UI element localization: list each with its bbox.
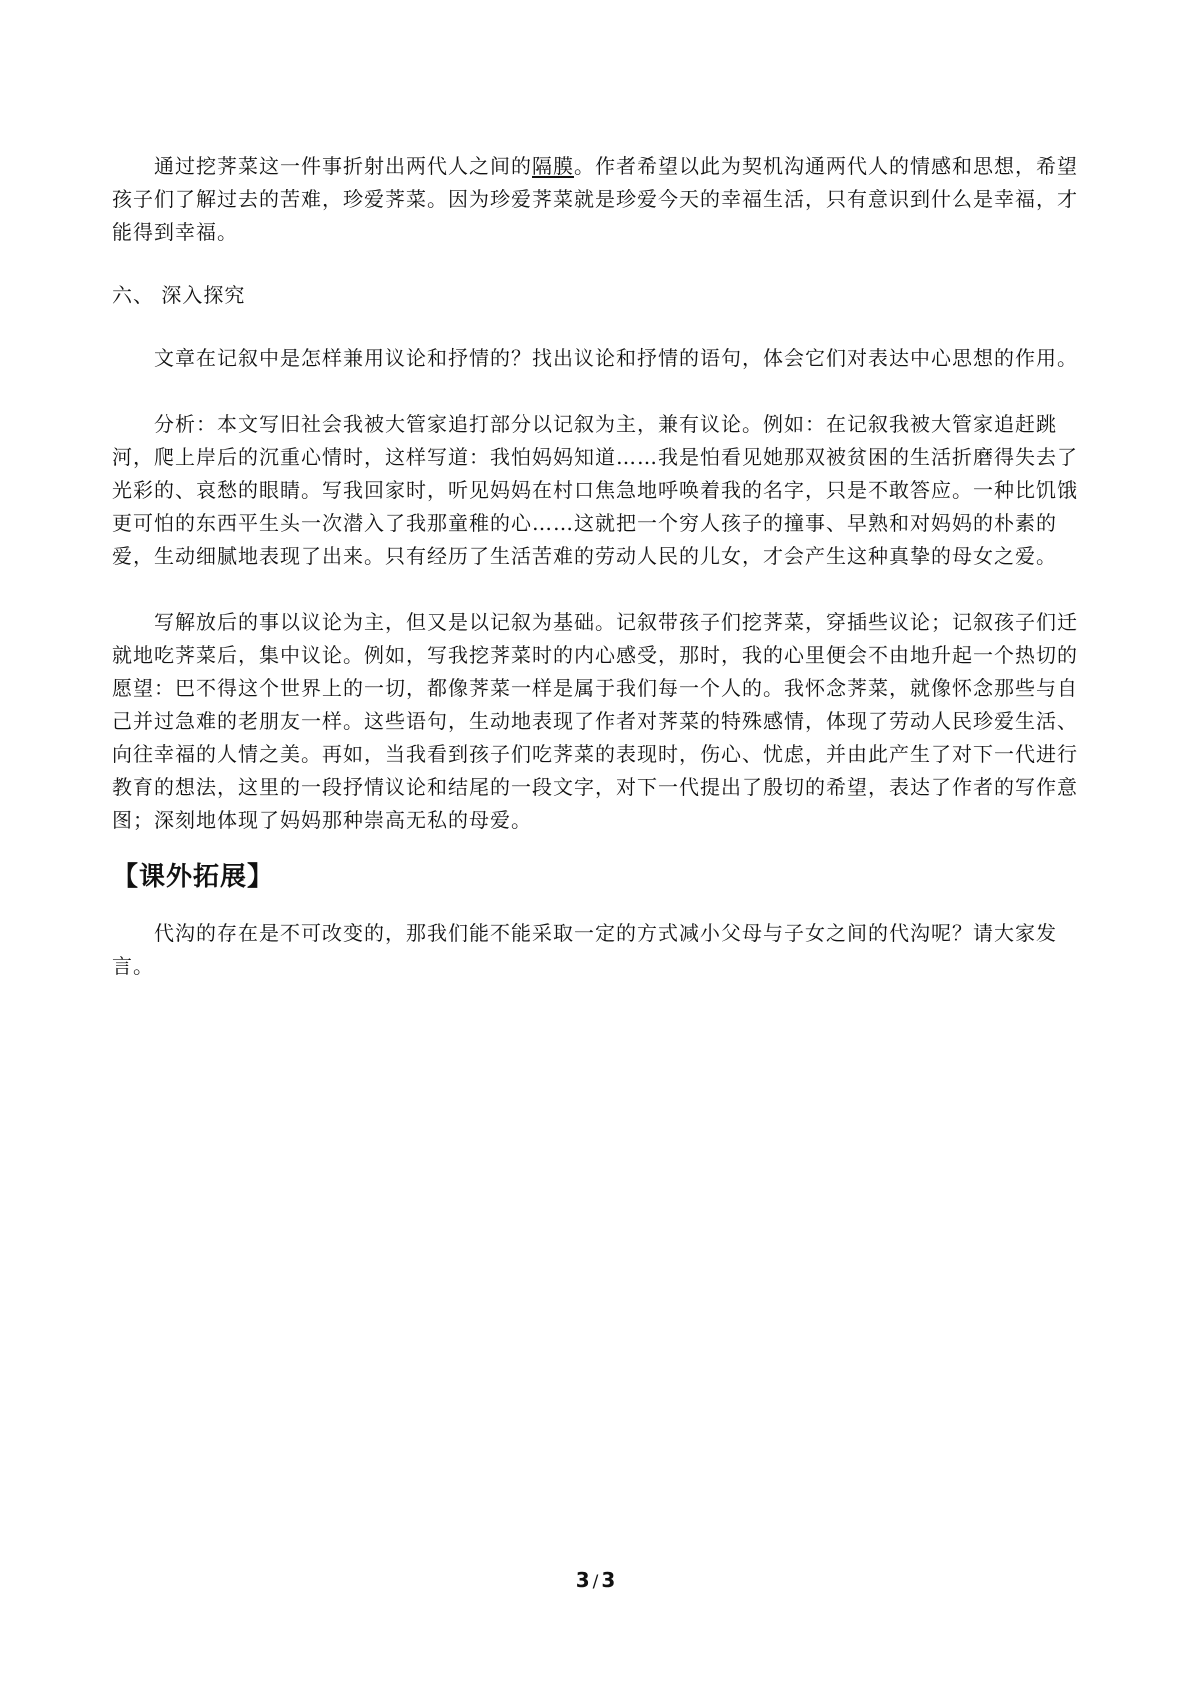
page-total: 3	[601, 1568, 616, 1592]
underlined-term: 隔膜	[532, 154, 574, 178]
page-separator: /	[592, 1572, 599, 1592]
summary-text-end: 。作者希望以此为契机沟通两代人的情感和思想，希望孩子们了解过去的苦难，珍爱荠菜。因为珍爱荠菜就是珍爱今天的幸福生活，只有意识到什么是幸福，才能得到幸福。	[112, 154, 1078, 244]
paragraph-analysis: 分析：本文写旧社会我被大管家追打部分以记叙为主，兼有议论。例如：在记叙我被大管家追赶跳河，爬上岸后的沉重心情时，这样写道：我怕妈妈知道……我是怕看见她那双被贫困的生活折磨得失去了光彩的、哀愁的眼睛。写我回家时，听见妈妈在村口焦急地呼唤着我的名字，只是不敢答应。一种比饥饿更可怕的东西平生头一次潜入了我那童稚的心……这就把一个穷人孩子的撞事、早熟和对妈妈的朴素的爱，生动细腻地表现了出来。只有经历了生活苦难的劳动人民的儿女，才会产生这种真挚的母女之爱。	[112, 412, 1078, 568]
summary-text-start: 通过挖荠菜这一件事折射出两代人之间的	[154, 154, 532, 178]
paragraph-liberation: 写解放后的事以议论为主，但又是以记叙为基础。记叙带孩子们挖荠菜，穿插些议论；记叙孩子们迁就地吃荠菜后，集中议论。例如，写我挖荠菜时的内心感受，那时，我的心里便会不由地升起一个热切的愿望：巴不得这个世界上的一切，都像荠菜一样是属于我们每一个人的。我怀念荠菜，就像怀念那些与自己并过急难的老朋友一样。这些语句，生动地表现了作者对荠菜的特殊感情，体现了劳动人民珍爱生活、向往幸福的人情之美。再如，当我看到孩子们吃荠菜的表现时，伤心、忧虑，并由此产生了对下一代进行教育的想法，这里的一段抒情议论和结尾的一段文字，对下一代提出了殷切的希望，表达了作者的写作意图；深刻地体现了妈妈那种崇高无私的母爱。	[112, 610, 1078, 832]
paragraph-extension: 代沟的存在是不可改变的，那我们能不能采取一定的方式减小父母与子女之间的代沟呢？请大家发言。	[112, 921, 1057, 978]
page-number	[0, 1568, 1191, 1592]
paragraph-question: 文章在记叙中是怎样兼用议论和抒情的？找出议论和抒情的语句，体会它们对表达中心思想的作用。	[154, 346, 1078, 370]
page-current: 3	[575, 1568, 590, 1592]
section-title-extension: 【课外拓展】	[112, 862, 275, 892]
section-heading-6: 六、 深入探究	[112, 283, 246, 307]
paragraph-summary	[112, 150, 1087, 249]
document-body	[112, 150, 1087, 983]
